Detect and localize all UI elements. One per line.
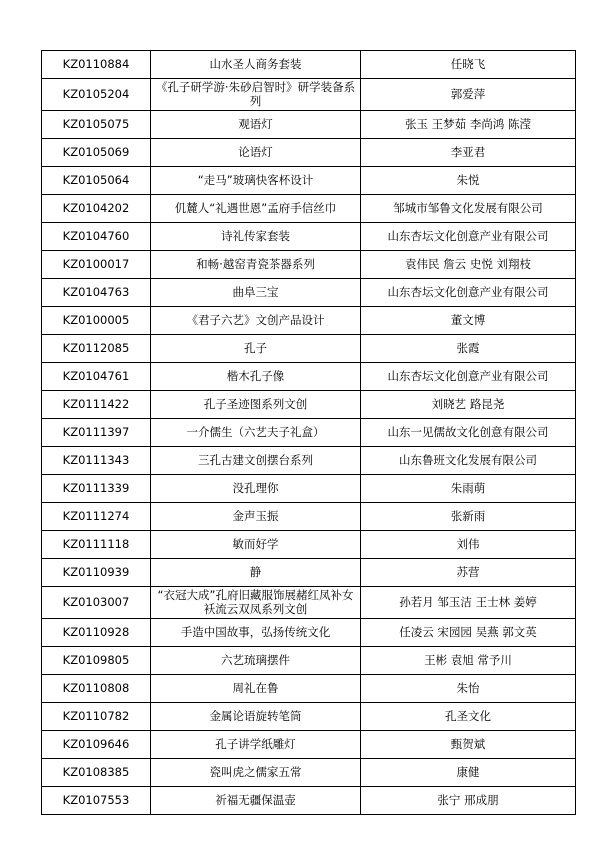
cell-code: KZ0107553 bbox=[42, 786, 151, 814]
cell-person: 苏营 bbox=[361, 558, 576, 586]
cell-person: 孙若月 邹玉洁 王士林 姜婷 bbox=[361, 586, 576, 618]
cell-name: 《孔子研学游·朱砂启智时》研学装备系列 bbox=[151, 79, 361, 111]
cell-name: 《君子六艺》文创产品设计 bbox=[151, 306, 361, 334]
cell-name: 敏而好学 bbox=[151, 530, 361, 558]
cell-person: 邹城市邹鲁文化发展有限公司 bbox=[361, 194, 576, 222]
cell-person: 康健 bbox=[361, 758, 576, 786]
cell-person: 张新雨 bbox=[361, 502, 576, 530]
cell-person: 孔圣文化 bbox=[361, 702, 576, 730]
cell-name: 山水圣人商务套装 bbox=[151, 51, 361, 79]
cell-name: 周礼在鲁 bbox=[151, 674, 361, 702]
cell-code: KZ0112085 bbox=[42, 334, 151, 362]
cell-person: 朱雨萌 bbox=[361, 474, 576, 502]
table-row bbox=[42, 166, 576, 194]
table-row bbox=[42, 362, 576, 390]
table-row bbox=[42, 278, 576, 306]
cell-code: KZ0100005 bbox=[42, 306, 151, 334]
cell-code: KZ0111339 bbox=[42, 474, 151, 502]
table-row bbox=[42, 446, 576, 474]
cell-name: 金属论语旋转笔筒 bbox=[151, 702, 361, 730]
cell-code: KZ0111118 bbox=[42, 530, 151, 558]
cell-code: KZ0110928 bbox=[42, 618, 151, 646]
cell-code: KZ0111397 bbox=[42, 418, 151, 446]
table-row bbox=[42, 110, 576, 138]
cell-name: 手造中国故事，弘扬传统文化 bbox=[151, 618, 361, 646]
cell-name: 静 bbox=[151, 558, 361, 586]
cell-code: KZ0110939 bbox=[42, 558, 151, 586]
table-row bbox=[42, 222, 576, 250]
cell-code: KZ0105075 bbox=[42, 110, 151, 138]
cell-person: 张宁 邢成朋 bbox=[361, 786, 576, 814]
cell-code: KZ0109646 bbox=[42, 730, 151, 758]
cell-name: 祈福无疆保温壶 bbox=[151, 786, 361, 814]
cell-name: 孔子讲学纸雕灯 bbox=[151, 730, 361, 758]
table-row bbox=[42, 334, 576, 362]
table-row bbox=[42, 194, 576, 222]
cell-code: KZ0111422 bbox=[42, 390, 151, 418]
cell-code: KZ0110884 bbox=[42, 51, 151, 79]
table-row bbox=[42, 758, 576, 786]
cell-person: 朱悦 bbox=[361, 166, 576, 194]
table-row bbox=[42, 79, 576, 111]
table-row bbox=[42, 730, 576, 758]
cell-name: 楷木孔子像 bbox=[151, 362, 361, 390]
cell-name: 论语灯 bbox=[151, 138, 361, 166]
cell-person: 任凌云 宋园园 吴燕 郭文英 bbox=[361, 618, 576, 646]
cell-name: 仉麓人“礼遇世恩”孟府手信丝巾 bbox=[151, 194, 361, 222]
cell-code: KZ0109805 bbox=[42, 646, 151, 674]
cell-person: 王彬 袁旭 常予川 bbox=[361, 646, 576, 674]
cell-name: 观语灯 bbox=[151, 110, 361, 138]
cell-name: “衣冠大成”孔府旧藏服饰展赭红凤补女袄流云双凤系列文创 bbox=[151, 586, 361, 618]
cell-person: 袁伟民 詹云 史悦 刘翔枝 bbox=[361, 250, 576, 278]
table-row bbox=[42, 306, 576, 334]
cell-person: 山东杏坛文化创意产业有限公司 bbox=[361, 222, 576, 250]
cell-code: KZ0105064 bbox=[42, 166, 151, 194]
cell-name: 曲阜三宝 bbox=[151, 278, 361, 306]
cell-person: 山东杏坛文化创意产业有限公司 bbox=[361, 362, 576, 390]
table-row bbox=[42, 250, 576, 278]
cell-name: 孔子圣迹图系列文创 bbox=[151, 390, 361, 418]
cell-person: 甄贺斌 bbox=[361, 730, 576, 758]
cell-code: KZ0103007 bbox=[42, 586, 151, 618]
cell-person: 朱怡 bbox=[361, 674, 576, 702]
table-row bbox=[42, 646, 576, 674]
cell-name: 六艺琉璃摆件 bbox=[151, 646, 361, 674]
cell-code: KZ0111343 bbox=[42, 446, 151, 474]
cell-code: KZ0105204 bbox=[42, 79, 151, 111]
cell-code: KZ0104761 bbox=[42, 362, 151, 390]
cell-name: 三孔古建文创摆台系列 bbox=[151, 446, 361, 474]
table-row bbox=[42, 674, 576, 702]
cell-person: 张玉 王梦茹 李尚鸿 陈滢 bbox=[361, 110, 576, 138]
table-row bbox=[42, 786, 576, 814]
cell-code: KZ0110782 bbox=[42, 702, 151, 730]
table-row bbox=[42, 618, 576, 646]
cell-name: 孔子 bbox=[151, 334, 361, 362]
table-row bbox=[42, 586, 576, 618]
cell-name: 诗礼传家套装 bbox=[151, 222, 361, 250]
cell-code: KZ0100017 bbox=[42, 250, 151, 278]
cell-person: 董文博 bbox=[361, 306, 576, 334]
table-row bbox=[42, 474, 576, 502]
entries-table bbox=[41, 50, 576, 815]
cell-code: KZ0110808 bbox=[42, 674, 151, 702]
cell-person: 山东鲁班文化发展有限公司 bbox=[361, 446, 576, 474]
table-row bbox=[42, 390, 576, 418]
table-row bbox=[42, 502, 576, 530]
table-row bbox=[42, 530, 576, 558]
cell-code: KZ0104760 bbox=[42, 222, 151, 250]
cell-code: KZ0104763 bbox=[42, 278, 151, 306]
cell-code: KZ0111274 bbox=[42, 502, 151, 530]
cell-person: 任晓飞 bbox=[361, 51, 576, 79]
cell-person: 山东杏坛文化创意产业有限公司 bbox=[361, 278, 576, 306]
table-row bbox=[42, 51, 576, 79]
cell-person: 山东一见儒故文化创意有限公司 bbox=[361, 418, 576, 446]
cell-name: 金声玉振 bbox=[151, 502, 361, 530]
cell-person: 李亚君 bbox=[361, 138, 576, 166]
cell-name: 没孔理你 bbox=[151, 474, 361, 502]
table-container bbox=[41, 50, 560, 815]
cell-code: KZ0105069 bbox=[42, 138, 151, 166]
cell-code: KZ0108385 bbox=[42, 758, 151, 786]
cell-person: 刘伟 bbox=[361, 530, 576, 558]
table-row bbox=[42, 702, 576, 730]
table-row bbox=[42, 138, 576, 166]
table-body bbox=[42, 51, 576, 815]
cell-name: 一介儒生（六艺夫子礼盒） bbox=[151, 418, 361, 446]
table-row bbox=[42, 418, 576, 446]
table-row bbox=[42, 558, 576, 586]
cell-name: 和畅·越窑青瓷茶器系列 bbox=[151, 250, 361, 278]
cell-person: 刘晓艺 路昆尧 bbox=[361, 390, 576, 418]
cell-name: 瓷叫虎之儒家五常 bbox=[151, 758, 361, 786]
cell-person: 张霞 bbox=[361, 334, 576, 362]
cell-code: KZ0104202 bbox=[42, 194, 151, 222]
cell-name: “走马”玻璃快客杯设计 bbox=[151, 166, 361, 194]
cell-person: 郭爱萍 bbox=[361, 79, 576, 111]
